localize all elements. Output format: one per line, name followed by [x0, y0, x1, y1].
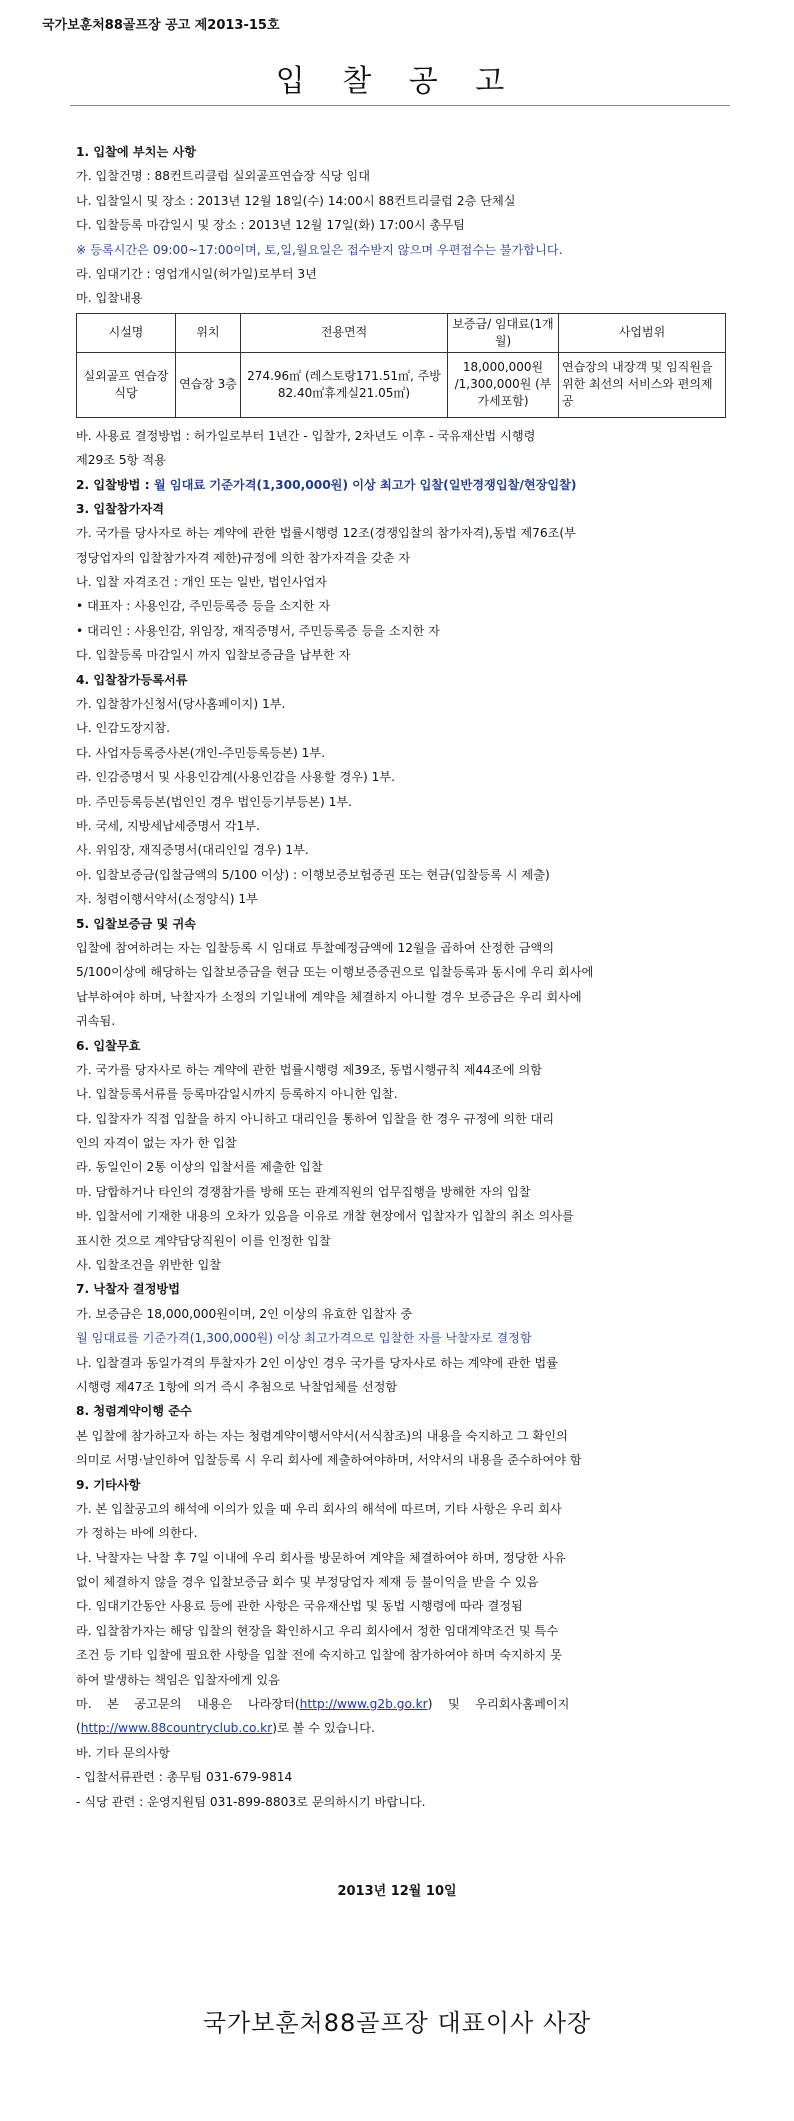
section-line: 가. 입찰건명 : 88컨트리클럽 실외골프연습장 식당 임대 [76, 169, 370, 184]
section-heading: 1. 입찰에 부치는 사항 [76, 145, 197, 159]
section-line: 없이 체결하지 않을 경우 입찰보증금 회수 및 부정당업자 제재 등 불이익을 받을 수 있음 [76, 1575, 539, 1590]
section-line: 인의 자격이 없는 자가 한 입찰 [76, 1136, 237, 1151]
title-divider [70, 105, 730, 106]
g2b-link[interactable]: http://www.g2b.go.kr [299, 1697, 428, 1712]
section-line: 바. 기타 문의사항 [76, 1745, 171, 1760]
page-title: 입 찰 공 고 [275, 64, 519, 99]
signature-line: 국가보훈처88골프장 대표이사 사장 [202, 2009, 592, 2037]
section-line [76, 1716, 726, 1740]
section-line: 다. 사업자등록증사본(개인-주민등록등본) 1부. [76, 745, 326, 760]
section-line: 귀속됨. [76, 1014, 116, 1029]
section-line: 제29조 5항 적용 [76, 453, 166, 468]
notice-date: 2013년 12월 10일 [337, 1884, 457, 1899]
section-line: 다. 입찰자가 직접 입찰을 하지 아니하고 대리인을 통하여 입찰을 한 경우 규정에 의한 대리 [76, 1111, 555, 1126]
section-line: 바. 입찰서에 기재한 내용의 오차가 있음을 이유로 개찰 현장에서 입찰자가 입찰의 취소 의사를 [76, 1209, 574, 1224]
section-line: 가. 본 입찰공고의 해석에 이의가 있을 때 우리 회사의 해석에 따르며, 기타 사항은 우리 회사 [76, 1501, 562, 1516]
ma-open: ( [76, 1721, 81, 1736]
registration-notice: ※ 등록시간은 09:00~17:00이며, 토,일,월요일은 접수받지 않으며 우편접수는 불가합니다. [76, 242, 563, 257]
section-line: 아. 입찰보증금(입찰금액의 5/100 이상) : 이행보증보험증권 또는 현금(입찰등록 시 제출) [76, 867, 550, 882]
section-line: 본 입찰에 참가하고자 하는 자는 청렴계약이행서약서(서식참조)의 내용을 숙지하고 그 확인의 [76, 1428, 568, 1443]
section-line: 5/100이상에 해당하는 입찰보증금을 현금 또는 이행보증증권으로 입찰등록과 동시에 우리 회사에 [76, 965, 594, 980]
section-line: 라. 임대기간 : 영업개시일(허가일)로부터 3년 [76, 266, 317, 281]
section-line: 정당업자의 입찰참가자격 제한)규정에 의한 참가자격을 갖춘 자 [76, 550, 411, 565]
section-line: 입찰에 참여하려는 자는 입찰등록 시 임대료 투찰예정금액에 12월을 곱하여 산정한 금액의 [76, 940, 555, 955]
section-line: 나. 입찰일시 및 장소 : 2013년 12월 18일(수) 14:00시 88컨트리클럽 2층 단체실 [76, 193, 516, 208]
section-line: 나. 인감도장지참. [76, 721, 171, 736]
section-line: 자. 청렴이행서약서(소정양식) 1부 [76, 892, 258, 907]
award-criteria-line: 월 임대료를 기준가격(1,300,000원) 이상 최고가격으로 입찰한 자를 낙찰자로 결정함 [76, 1331, 532, 1346]
section-line: 가. 국가를 당자사로 하는 계약에 관한 법률시행령 제39조, 동법시행규칙 제44조에 의함 [76, 1062, 543, 1077]
section-heading: 9. 기타사항 [76, 1477, 141, 1492]
section-line: 의미로 서명·날인하여 입찰등록 시 우리 회사에 제출하여야하며, 서약서의 내용을 준수하여야 함 [76, 1453, 582, 1468]
ma-prefix: 마. 본 공고문의 내용은 나라장터( [76, 1697, 300, 1712]
section-line: 마. 담합하거나 타인의 경쟁참가를 방해 또는 관계직원의 업무집행을 방해한 자의 입찰 [76, 1184, 531, 1199]
area-cell: 274.96㎡ (레스토랑171.51㎡, 주방82.40㎡휴게실21.05㎡) [241, 352, 448, 417]
section-line: 바. 국세, 지방세납세증명서 각1부. [76, 818, 261, 833]
section-line: 다. 입찰등록 마감일시 및 장소 : 2013년 12월 17일(화) 17:00시 총무팀 [76, 218, 465, 233]
section-line: 마. 입찰내용 [76, 291, 143, 306]
table-row [77, 352, 726, 417]
section-heading: 4. 입찰참가등록서류 [76, 672, 188, 687]
facility-cell: 실외골프 연습장 식당 [77, 352, 176, 417]
section-heading: 6. 입찰무효 [76, 1038, 141, 1053]
section-line: 가 정하는 바에 의한다. [76, 1526, 198, 1541]
section-heading: 2. 입찰방법 : [76, 477, 154, 492]
section-line: 사. 위임장, 재직증명서(대리인일 경우) 1부. [76, 843, 309, 858]
section-line: 하여 발생하는 책임은 입찰자에게 있음 [76, 1672, 280, 1687]
section-line: 바. 사용료 결정방법 : 허가일로부터 1년간 - 입찰가, 2차년도 이후 - 국유재산법 시행령 [76, 428, 536, 443]
section-line: 라. 인감증명서 및 사용인감계(사용인감을 사용할 경우) 1부. [76, 770, 396, 785]
bid-method-text: 월 임대료 기준가격(1,300,000원) 이상 최고가 입찰(일반경쟁입찰/현장입찰) [153, 477, 577, 492]
section-line: 시행령 제47조 1항에 의거 즉시 추첨으로 낙찰업체를 선정함 [76, 1379, 398, 1394]
scope-cell: 연습장의 내장객 및 임직원을 위한 최선의 서비스와 편의제공 [559, 352, 726, 417]
section-line: 가. 입찰참가신청서(당사홈페이지) 1부. [76, 697, 286, 712]
section-line: 라. 동일인이 2통 이상의 입찰서를 제출한 입찰 [76, 1160, 323, 1175]
section-line: 사. 입찰조건을 위반한 입찰 [76, 1258, 222, 1273]
section-line [76, 1692, 726, 1716]
section-line: 조건 등 기타 입찰에 필요한 사항을 입찰 전에 숙지하고 입찰에 참가하여야 하며 숙지하지 못 [76, 1648, 562, 1663]
section-heading: 8. 청렴계약이행 준수 [76, 1404, 192, 1419]
section-line: 가. 국가를 당사자로 하는 계약에 관한 법률시행령 12조(경쟁입찰의 참가자격),동법 제76조(부 [76, 526, 576, 541]
section-line: 나. 입찰 자격조건 : 개인 또는 일반, 법인사업자 [76, 575, 327, 590]
section-line: - 입찰서류관련 : 총무팀 031-679-9814 [76, 1770, 293, 1785]
section-line: 가. 보증금은 18,000,000원이며, 2인 이상의 유효한 입찰자 중 [76, 1306, 413, 1321]
section-line: 납부하여야 하며, 낙찰자가 소정의 기일내에 계약을 체결하지 아니할 경우 보증금은 우리 회사에 [76, 989, 582, 1004]
column-header: 위치 [176, 313, 241, 352]
ma-suffix: )로 볼 수 있습니다. [272, 1721, 375, 1736]
column-header: 시설명 [77, 313, 176, 352]
ma-mid: ) 및 우리회사홈페이지 [427, 1697, 570, 1712]
table-header-row [77, 313, 726, 352]
column-header: 전용면적 [241, 313, 448, 352]
bid-method [76, 473, 726, 497]
location-cell: 연습장 3층 [176, 352, 241, 417]
notice-body [76, 140, 726, 1814]
section-line: 마. 주민등록등본(법인인 경우 법인등기부등본) 1부. [76, 794, 352, 809]
notice-number: 국가보훈처88골프장 공고 제2013-15호 [42, 18, 280, 33]
section-line: 나. 낙찰자는 낙찰 후 7일 이내에 우리 회사를 방문하여 계약을 체결하여야 하며, 정당한 사유 [76, 1550, 566, 1565]
section-heading: 5. 입찰보증금 및 귀속 [76, 916, 197, 931]
section-line: 나. 입찰등록서류를 등록마감일시까지 등록하지 아니한 입찰. [76, 1087, 398, 1102]
column-header: 보증금/ 임대료(1개월) [448, 313, 559, 352]
section-line: 나. 입찰결과 동일가격의 투찰자가 2인 이상인 경우 국가를 당자사로 하는 계약에 관한 법률 [76, 1355, 558, 1370]
section-line: - 식당 관련 : 운영지원팀 031-899-8803로 문의하시기 바랍니다. [76, 1794, 426, 1809]
section-line: 다. 입찰등록 마감일시 까지 입찰보증금을 납부한 자 [76, 648, 351, 663]
section-line: 라. 입찰참가자는 해당 입찰의 현장을 확인하시고 우리 회사에서 정한 임대계약조건 및 특수 [76, 1623, 559, 1638]
section-line: 표시한 것으로 계약담당직원이 이를 인정한 입찰 [76, 1233, 331, 1248]
homepage-link[interactable]: http://www.88countryclub.co.kr [80, 1721, 273, 1736]
section-line: • 대리인 : 사용인감, 위임장, 재직증명서, 주민등록증 등을 소지한 자 [76, 623, 440, 638]
section-heading: 7. 낙찰자 결정방법 [76, 1282, 181, 1297]
bid-content-table [76, 313, 726, 418]
column-header: 사업범위 [559, 313, 726, 352]
section-heading: 3. 입찰참가자격 [76, 501, 164, 516]
section-line: 다. 임대기간동안 사용료 등에 관한 사항은 국유재산법 및 동법 시행령에 따라 결정됨 [76, 1599, 523, 1614]
section-line: • 대표자 : 사용인감, 주민등록증 등을 소지한 자 [76, 599, 331, 614]
deposit-cell: 18,000,000원 /1,300,000원 (부가세포함) [448, 352, 559, 417]
